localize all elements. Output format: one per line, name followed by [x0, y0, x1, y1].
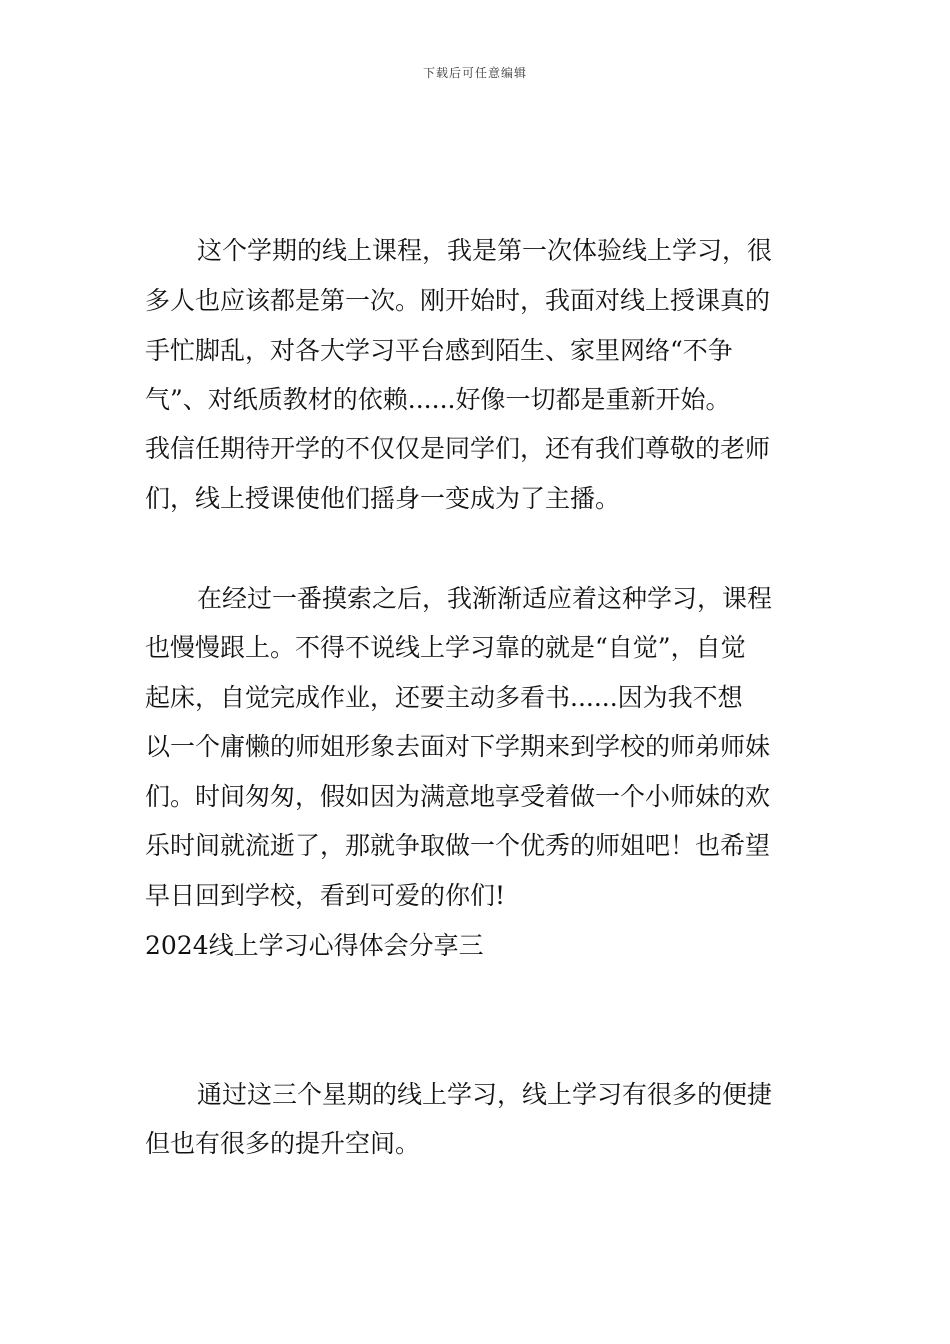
paragraph-line: 多人也应该都是第一次。刚开始时，我面对线上授课真的 [145, 286, 771, 315]
paragraph-line: 通过这三个星期的线上学习，线上学习有很多的便捷 [197, 1080, 773, 1109]
paragraph-line: 乐时间就流逝了，那就争取做一个优秀的师姐吧！也希望 [145, 831, 771, 860]
paragraph-line: 以一个庸懒的师姐形象去面对下学期来到学校的师弟师妹 [145, 732, 771, 761]
paragraph-line: 气”、对纸质教材的依赖......好像一切都是重新开始。 [145, 385, 731, 414]
paragraph-line: 这个学期的线上课程，我是第一次体验线上学习，很 [197, 236, 773, 265]
paragraph-line: 起床，自觉完成作业，还要主动多看书......因为我不想 [145, 683, 743, 712]
paragraph-line: 我信任期待开学的不仅仅是同学们，还有我们尊敬的老师 [145, 434, 771, 463]
page-header-note: 下载后可任意编辑 [422, 66, 527, 80]
section-title: 2024线上学习心得体会分享三 [145, 931, 484, 960]
paragraph-line: 们。时间匆匆，假如因为满意地享受着做一个小师妹的欢 [145, 782, 771, 811]
paragraph-line: 手忙脚乱，对各大学习平台感到陌生、家里网络“不争 [145, 336, 733, 365]
paragraph-line: 早日回到学校，看到可爱的你们! [145, 881, 506, 910]
paragraph-line: 们，线上授课使他们摇身一变成为了主播。 [145, 484, 621, 513]
paragraph-line: 在经过一番摸索之后，我渐渐适应着这种学习，课程 [197, 584, 773, 613]
paragraph-line: 也慢慢跟上。不得不说线上学习靠的就是“自觉”，自觉 [145, 633, 746, 662]
paragraph-line: 但也有很多的提升空间。 [145, 1129, 421, 1158]
